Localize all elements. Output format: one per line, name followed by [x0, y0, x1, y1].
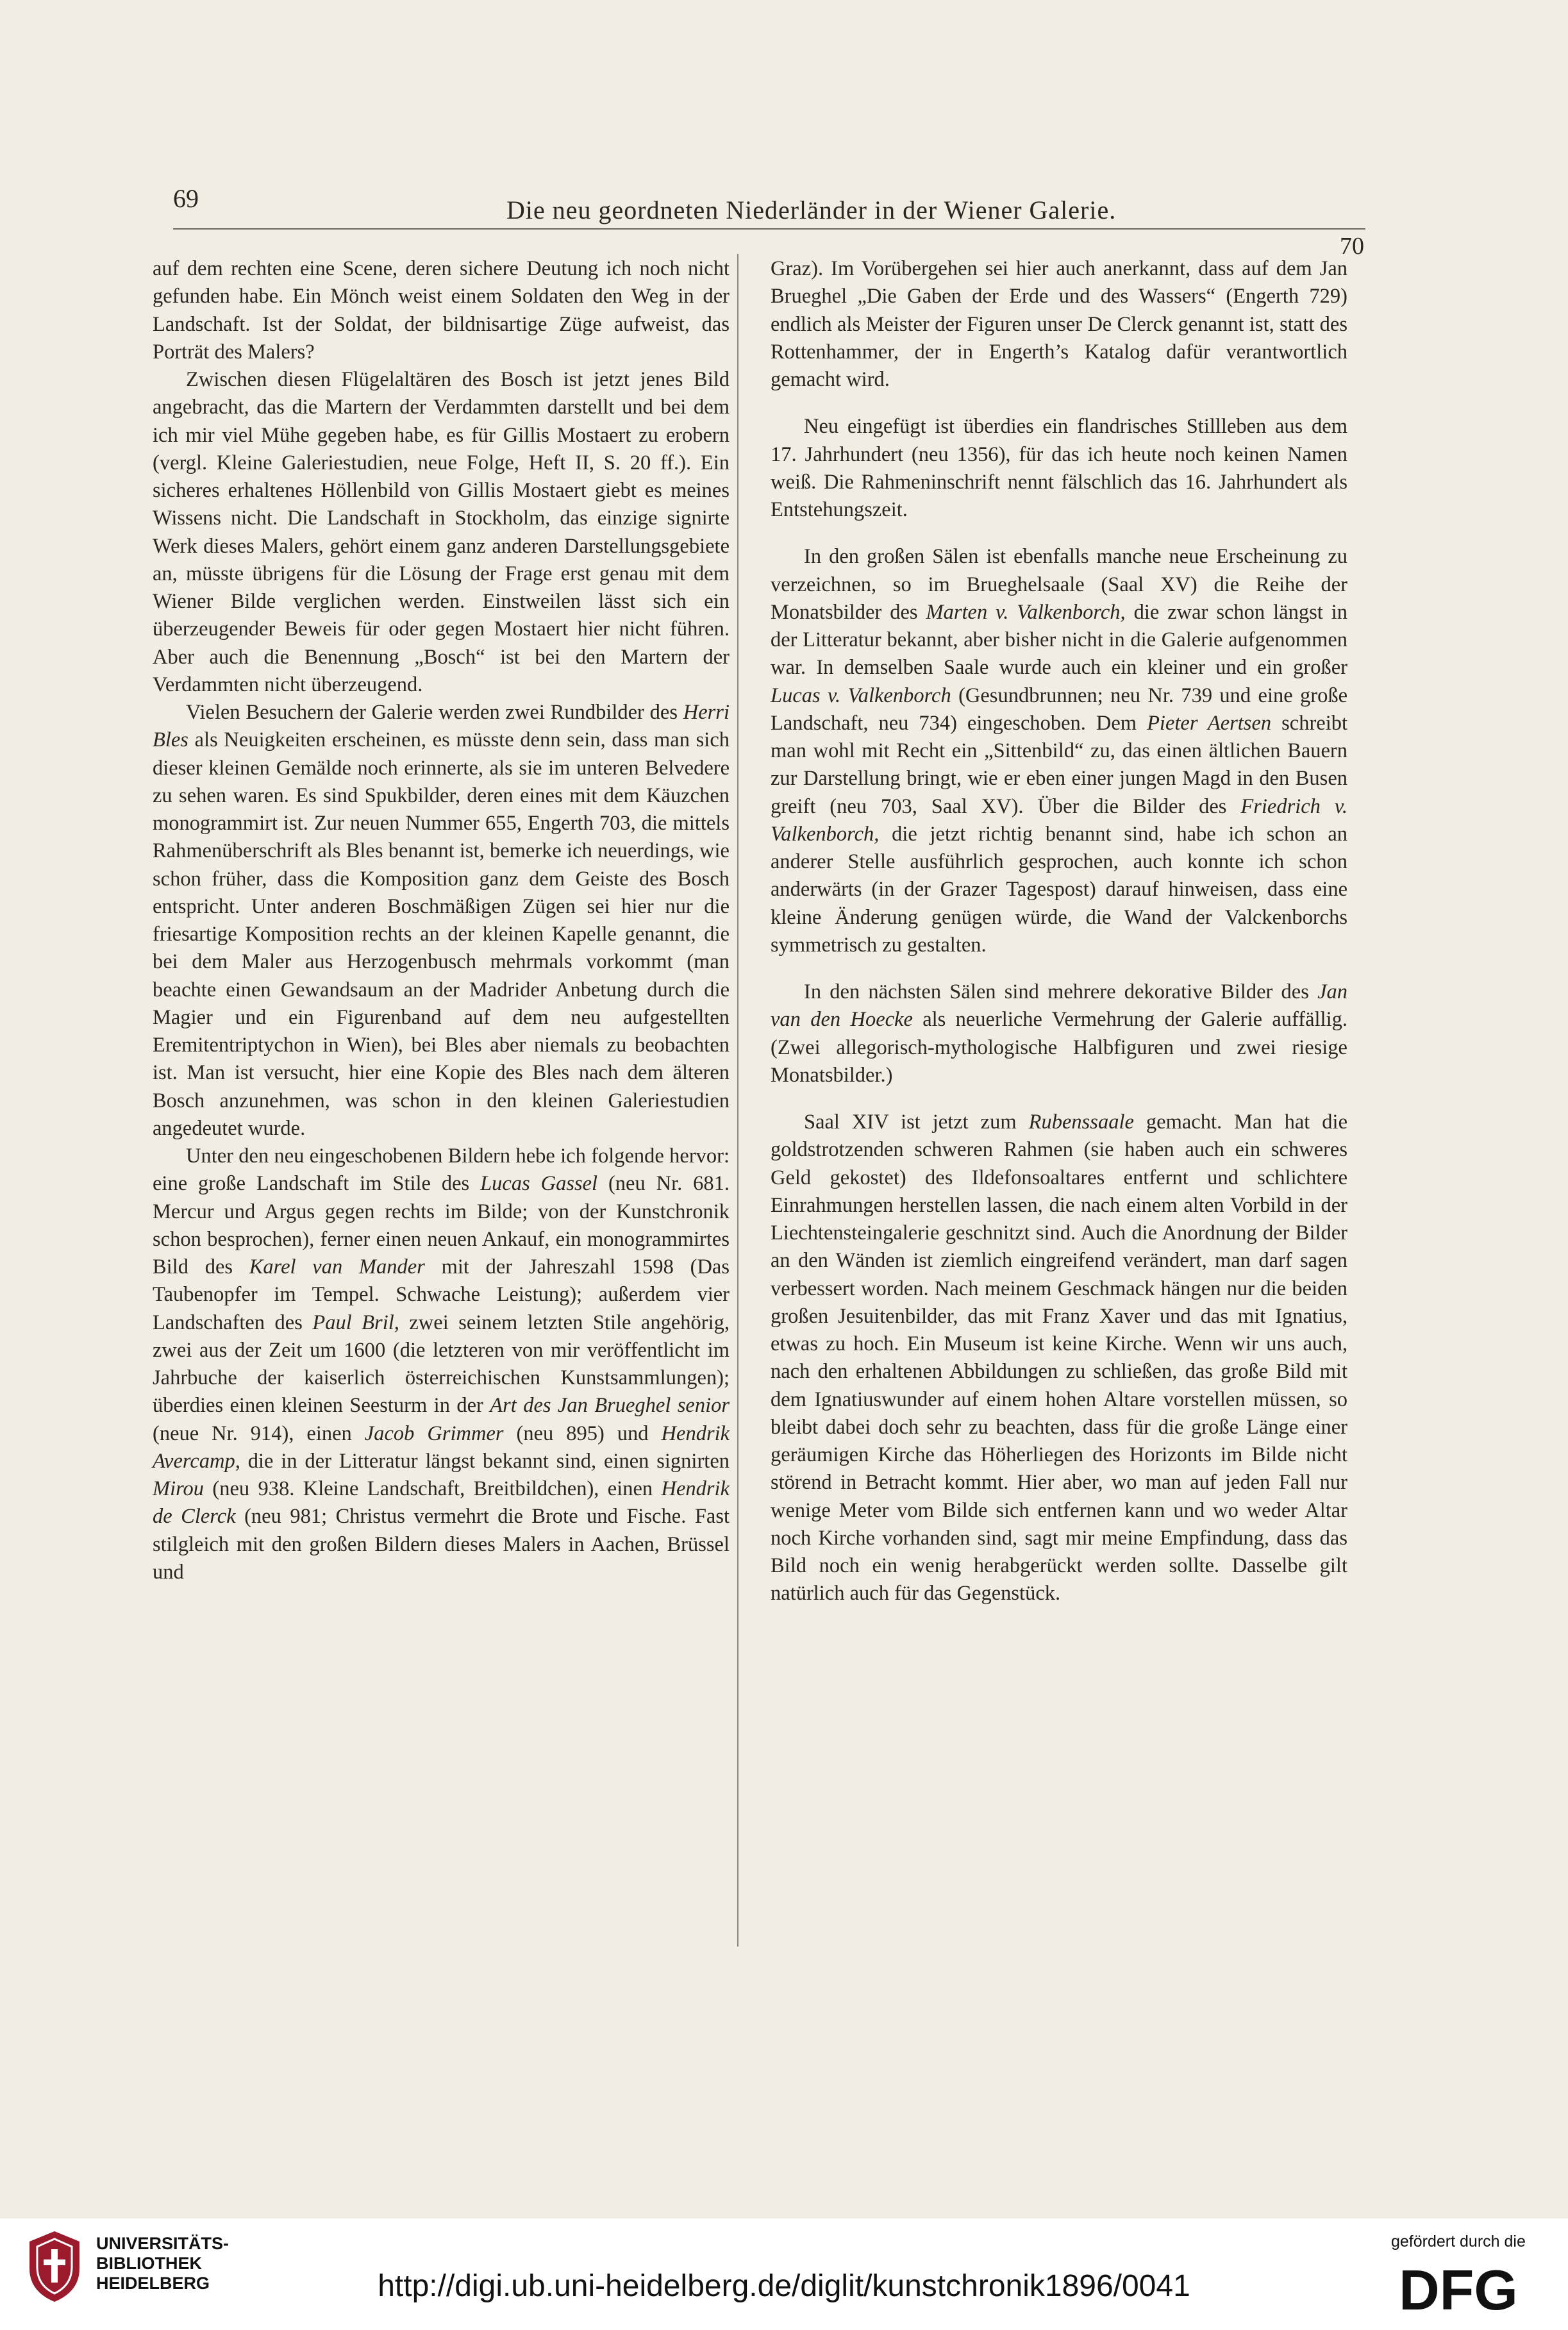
paragraph: In den nächsten Sälen sind mehrere dekorative Bilder des Jan van den Hoecke als neuerliche Vermehrung der Galerie auffällig. (Zwei allegorisch-mythologische Halbfiguren und zwei riesige Monatsbilder.) — [771, 980, 1347, 1087]
paragraph: In den großen Sälen ist ebenfalls manche neue Erscheinung zu verzeichnen, so im Brueghelsaale (Saal XV) die Reihe der Monatsbilder des Marten v. Valkenborch, die zwar schon längst in der Litteratur bekannt, aber bisher nicht in die Galerie aufgenommen war. In demselben Saale wurde auch ein kleiner und ein großer Lucas v. Valkenborch (Gesundbrunnen; neu Nr. 739 und eine große Landschaft, neu 734) eingeschoben. Dem Pieter Aertsen schreibt man wohl mit Recht ein „Sittenbild“ zu, das einen ältlichen Bauern zur Darstellung bringt, wie er eben einer jungen Magd in den Busen greift (neu 703, Saal XV). Über die Bilder des Friedrich v. Valkenborch, die jetzt richtig benannt sind, habe ich schon an anderer Stelle ausführlich gesprochen, auch konnte ich schon anderwärts (in der Grazer Tagespost) darauf hinweisen, dass eine kleine Änderung genügen würde, die Wand der Valckenborchs symmetrisch zu gestalten. — [771, 545, 1348, 957]
paragraph: Vielen Besuchern der Galerie werden zwei Rundbilder des Herri Bles als Neuigkeiten erscheinen, es müsste denn sein, dass man sich dieser kleinen Gemälde noch erinnerte, als sie im unteren Belvedere zu sehen waren. Es sind Spukbilder, deren eines mit dem Käuzchen monogrammirt ist. Zur neuen Nummer 655, Engerth 703, die mittels Rahmenüberschrift als Bles benannt ist, bemerke ich neuerdings, wie schon früher, dass die Komposition ganz dem Geiste des Bosch entspricht. Unter anderen Boschmäßigen Zügen sei hier nur die friesartige Komposition rechts an der kleinen Kapelle genannt, die bei dem Maler aus Herzogenbusch mehrmals vorkommt (man beachte einen Gewandsaum an der Madrider Anbetung durch die Magier und ein Figurenband auf dem neu aufgestellten Eremitentriptychon in Wien), bei Bles aber niemals zu beobachten ist. Man ist versucht, hier eine Kopie des Bles nach dem älteren Bosch anzunehmen, was schon in den kleinen Galeriestudien angedeutet wurde. — [153, 701, 730, 1140]
right-column — [771, 255, 1347, 1608]
artist-name: Friedrich v. Valkenborch, — [771, 794, 1347, 846]
source-url-link[interactable]: http://digi.ub.uni-heidelberg.de/diglit/kunstchronik1896/0041 — [378, 2269, 1190, 2303]
header-rule — [173, 228, 1365, 230]
paragraph: Unter den neu eingeschobenen Bildern hebe ich folgende hervor: eine große Landschaft im Stile des Lucas Gassel (neu Nr. 681. Mercur und Argus gegen rechts im Bilde; von der Kunstchronik schon besprochen), ferner einen neuen Ankauf, ein monogrammirtes Bild des Karel van Mander mit der Jahreszahl 1598 (Das Taubenopfer im Tempel. Schwache Leistung); außerdem vier Landschaften des Paul Bril, zwei seinem letzten Stile angehörig, zwei aus der Zeit um 1600 (die letzteren von mir veröffentlicht im Jahrbuche der kaiserlich österreichischen Kunstsammlungen); überdies einen kleinen Seesturm in der Art des Jan Brueghel senior (neue Nr. 914), einen Jacob Grimmer (neu 895) und Hendrik Avercamp, die in der Litteratur längst bekannt sind, einen signirten Mirou (neu 938. Kleine Landschaft, Breitbildchen), einen Hendrik de Clerck (neu 981; Christus vermehrt die Brote und Fische. Fast stilgleich mit den großen Bildern dieses Malers in Aachen, Brüssel und — [153, 1144, 730, 1584]
dfg-logo-text: DFG — [1399, 2263, 1518, 2315]
artist-name: Jan van den Hoecke — [771, 980, 1347, 1032]
footer-bar — [0, 2218, 1568, 2330]
paragraph: Graz). Im Vorübergehen sei hier auch anerkannt, dass auf dem Jan Brueghel „Die Gaben der Erde und des Wassers“ (Engerth 729) endlich als Meister der Figuren unser De Clerck genannt ist, statt des Rottenhammer, der in Engerth’s Katalog dafür verantwortlich gemacht wird. — [771, 257, 1347, 391]
page-number-right: 70 — [1340, 233, 1364, 260]
artist-name: Hendrik Avercamp, — [153, 1421, 730, 1473]
artist-name: Lucas v. Valkenborch — [771, 683, 951, 707]
library-name: UNIVERSITÄTS- BIBLIOTHEK HEIDELBERG — [96, 2234, 229, 2293]
page-header — [173, 180, 1391, 260]
running-title: Die neu geordneten Niederländer in der Wiener Galerie. — [506, 196, 1117, 224]
funded-by-label: gefördert durch die — [1391, 2233, 1526, 2250]
artist-name: Rubenssaale — [1028, 1111, 1134, 1134]
artist-name: Mirou — [153, 1477, 204, 1500]
artist-name: Pieter Aertsen — [1147, 711, 1272, 735]
dfg-logo-icon — [1372, 2263, 1545, 2315]
artist-name: Jacob Grimmer — [364, 1421, 504, 1445]
artist-name: Hendrik de Clerck — [153, 1477, 730, 1529]
paragraph: Neu eingefügt ist überdies ein flandrisches Stillleben aus dem 17. Jahrhundert (neu 1356), für das ich heute noch keinen Namen weiß. Die Rahmeninschrift nennt fälschlich das 16. Jahrhundert als Entstehungszeit. — [771, 415, 1347, 521]
artist-name: Paul Bril, — [312, 1311, 399, 1334]
artist-name: Herri Bles — [153, 701, 730, 752]
paragraph: auf dem rechten eine Scene, deren sichere Deutung ich noch nicht gefunden habe. Ein Mönch weist einem Soldaten den Weg in der Landschaft. Ist der Soldat, der bildnisartige Züge aufweist, das Porträt des Malers? — [153, 257, 730, 364]
artist-name: Art des Jan Brueghel senior — [490, 1394, 730, 1418]
column-divider — [737, 254, 738, 1947]
artist-name: Marten v. Valkenborch, — [926, 600, 1126, 624]
artist-name: Karel van Mander — [249, 1255, 425, 1278]
artist-name: Lucas Gassel — [480, 1172, 598, 1196]
paragraph: Saal XIV ist jetzt zum Rubenssaale gemacht. Man hat die goldstrotzenden schweren Rahmen (sie haben auch ein schweres Geld gekostet) des Ildefonsoaltares entfernt und schlichtere Einrahmungen herstellen lassen, die nach einem alten Vorbild in der Liechtensteingalerie geschnitzt sind. Auch die Anordnung der Bilder an den Wänden ist ziemlich eingreifend verändert, man darf sagen verbessert worden. Nach meinem Geschmack hängen nur die beiden großen Jesuitenbilder, das mit Franz Xaver und das mit Ignatius, etwas zu hoch. Ein Museum ist keine Kirche. Wenn wir uns auch, nach den erhaltenen Abbildungen zu schließen, das große Bild mit dem Ignatiuswunder auf einem hohen Altare vorstellen müssen, so bleibt dabei doch sehr zu beachten, dass für die große Länge einer geräumigen Kirche das Höherliegen des Horizonts im Bilde nicht störend in Betracht kommt. Hier aber, wo man auf jeden Fall nur wenige Meter vom Bilde sich entfernen kann und wo weder Altar noch Kirche vorhanden sind, sagt mir meine Empfindung, dass das Bild noch ein wenig herabgerückt werden sollte. Dasselbe gilt natürlich auch für das Gegenstück. — [771, 1111, 1348, 1605]
left-column — [153, 255, 730, 1586]
page-number-left: 69 — [173, 184, 199, 213]
paragraph: Zwischen diesen Flügelaltären des Bosch ist jetzt jenes Bild angebracht, das die Martern der Verdammten darstellt und bei dem ich mir viel Mühe gegeben habe, es für Gillis Mostaert zu erobern (vergl. Kleine Galeriestudien, neue Folge, Heft II, S. 20 ff.). Ein sicheres erhaltenes Höllenbild von Gillis Mostaert giebt es meines Wissens nicht. Die Landschaft in Stockholm, das einzige signirte Werk dieses Malers, gehört einem ganz anderen Darstellungsgebiete an, müsste übrigens für die Lösung der Frage erst genau mit dem Wiener Bilde verglichen werden. Einstweilen lässt sich ein überzeugender Beweis für oder gegen Mostaert hier nicht führen. Aber auch die Benennung „Bosch“ ist bei den Martern der Verdammten nicht überzeugend. — [153, 368, 730, 696]
